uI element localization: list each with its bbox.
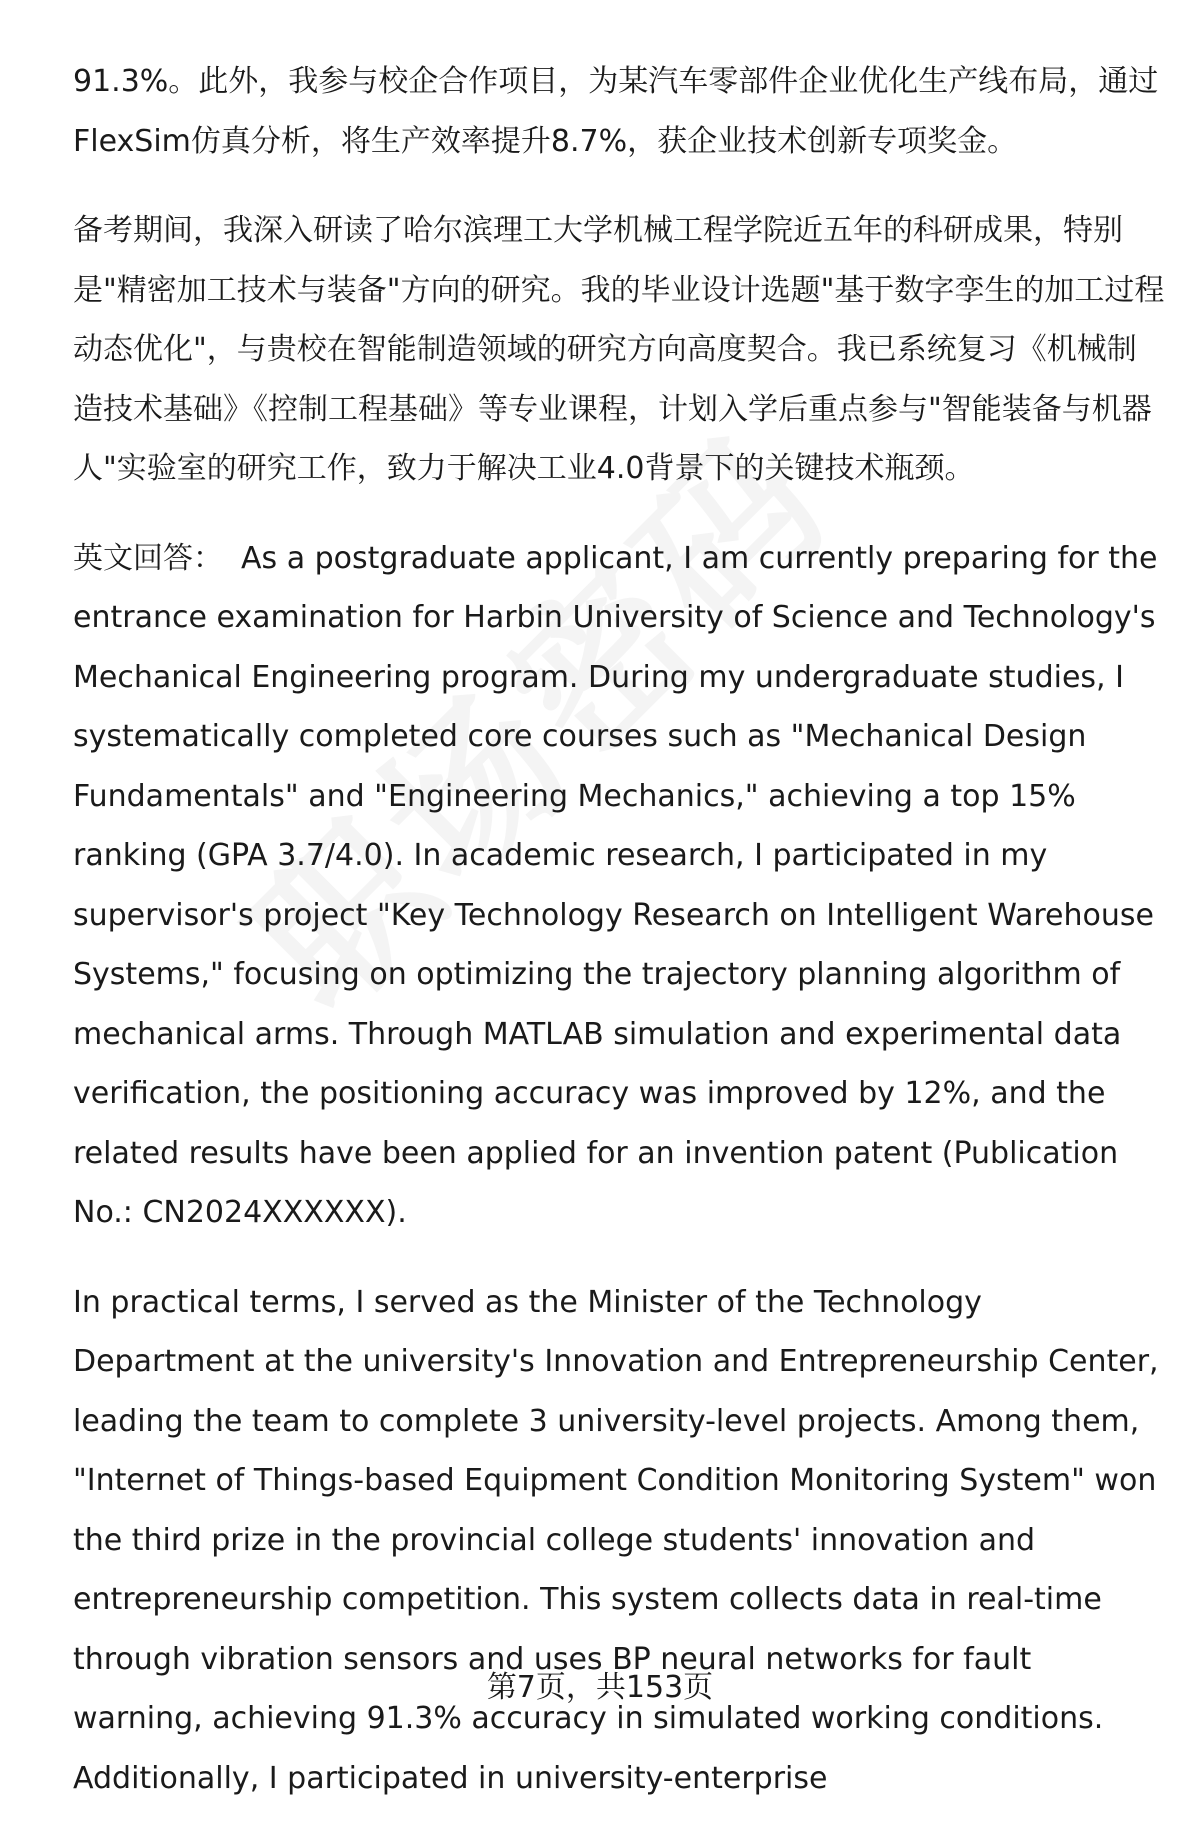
paragraph-chinese-2: 备考期间，我深入研读了哈尔滨理工大学机械工程学院近五年的科研成果，特别是"精密加工技术与装备"方向的研究。我的毕业设计选题"基于数字孪生的加工过程动态优化"，与贵校在智能制造领域的研究方向高度契合。我已系统复习《机械制造技术基础》《控制工程基础》等专业课程，计划入学后重点参与"智能装备与机器人"实验室的研究工作，致力于解决工业4.0背景下的关键技术瓶颈。	[73, 213, 1165, 486]
document-body	[73, 52, 1165, 1838]
paragraph-english-answer	[73, 529, 1165, 1243]
answer-label: 英文回答：	[73, 540, 223, 576]
paragraph-chinese-1: 91.3%。此外，我参与校企合作项目，为某汽车零部件企业优化生产线布局，通过FlexSim仿真分析，将生产效率提升8.7%，获企业技术创新专项奖金。	[73, 64, 1159, 159]
page-number: 第7页，共153页	[486, 1670, 714, 1705]
paragraph-english-2: In practical terms, I served as the Minister of the Technology Department at the university's Innovation and Entrepreneurship Center, leading the team to complete 3 university-level projects. Among them, "Internet of Things-based Equipment Condition Monitoring System" won the third prize in the provincial college students' innovation and entrepreneurship competition. This system collects data in real-time through vibration sensors and uses BP neural networks for fault warning, achieving 91.3% accuracy in simulated working conditions. Additionally, I participated in university-enterprise	[73, 1284, 1159, 1796]
answer-text: As a postgraduate applicant, I am currently preparing for the entrance examination for Harbin University of Science and Technology's Mechanical Engineering program. During my undergraduate studies, I systematically completed core courses such as "Mechanical Design Fundamentals" and "Engineering Mechanics," achieving a top 15% ranking (GPA 3.7/4.0). In academic research, I participated in my supervisor's project "Key Technology Research on Intelligent Warehouse Systems," focusing on optimizing the trajectory planning algorithm of mechanical arms. Through MATLAB simulation and experimental data verification, the positioning accuracy was improved by 12%, and the related results have been applied for an invention patent (Publication No.: CN2024XXXXXX).	[73, 540, 1158, 1230]
